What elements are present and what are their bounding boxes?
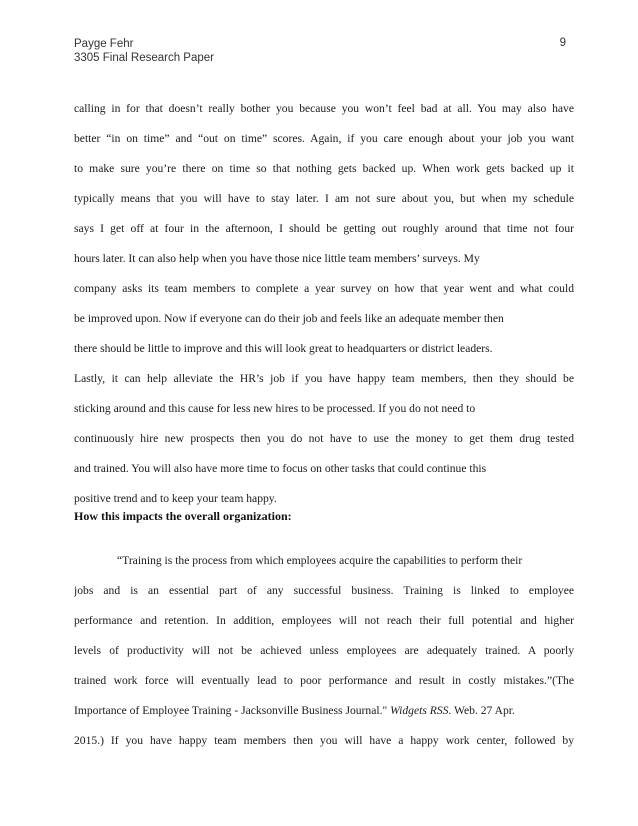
text-line: says I get off at four in the afternoon, I should be getting out roughly around that time not four [74,222,574,235]
text-line: calling in for that doesn’t really bother you because you won’t feel bad at all. You may also have [74,102,574,115]
paragraph-1 [74,94,574,514]
citation-date: . Web. 27 Apr. [448,704,515,717]
text-line: trained work force will eventually lead to poor performance and result in costly mistakes.”(The [74,674,574,687]
text-line: 2015.) If you have happy team members then you will have a happy work center, followed by [74,734,574,747]
course-title: 3305 Final Research Paper [74,52,214,64]
text-line: “Training is the process from which employees acquire the capabilities to perform their [117,554,523,567]
text-line: sticking around and this cause for less new hires to be processed. If you do not need to [74,402,476,415]
text-line: positive trend and to keep your team happy. [74,492,277,505]
text-line: typically means that you will have to stay later. I am not sure about you, but when my schedule [74,192,574,205]
text-line: Lastly, it can help alleviate the HR’s job if you have happy team members, then they should be [74,372,574,385]
text-line: be improved upon. Now if everyone can do their job and feels like an adequate member then [74,312,504,325]
citation-line [74,696,574,726]
text-line: levels of productivity will not be achieved unless employees are adequately trained. A poorly [74,644,574,657]
section-heading: How this impacts the overall organization: [74,509,292,523]
text-line: to make sure you’re there on time so that nothing gets backed up. When work gets backed up it [74,162,574,175]
citation-source: Widgets RSS [390,704,449,717]
paragraph-2 [74,546,574,756]
text-line: better “in on time” and “out on time” scores. Again, if you care enough about your job you want [74,132,574,145]
text-line: continuously hire new prospects then you do not have to use the money to get them drug tested [74,432,574,445]
text-line: there should be little to improve and this will look great to headquarters or district leaders. [74,342,493,355]
citation-title: Importance of Employee Training - Jacksonville Business Journal." [74,704,388,717]
text-line: and trained. You will also have more time to focus on other tasks that could continue this [74,462,487,475]
text-line: company asks its team members to complete a year survey on how that year went and what could [74,282,574,295]
text-line: jobs and is an essential part of any successful business. Training is linked to employee [74,584,574,597]
text-line: performance and retention. In addition, employees will not reach their full potential and higher [74,614,574,627]
running-header [74,37,214,65]
author-name: Payge Fehr [74,38,134,50]
page-number: 9 [559,37,566,49]
text-line: hours later. It can also help when you have those nice little team members’ surveys. My [74,252,480,265]
